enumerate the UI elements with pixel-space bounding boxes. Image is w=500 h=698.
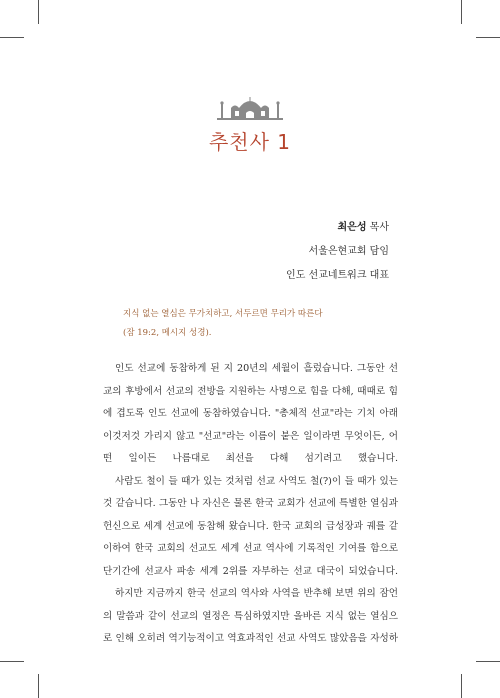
- crop-mark: [476, 37, 500, 38]
- epigraph-source: (잠 19:2, 메시지 성경).: [123, 328, 212, 338]
- page-title: 추천사 1: [208, 130, 292, 154]
- crop-mark: [0, 661, 24, 662]
- author-affiliation: 인도 선교네트워크 대표: [286, 270, 389, 281]
- author-role: 목사: [369, 222, 389, 233]
- epigraph-text: 지식 없는 열심은 무가치하고, 서두르면 무리가 따른다: [123, 309, 323, 319]
- paragraph: 인도 선교에 동참하게 된 지 20년의 세월이 흘렀습니다. 그동안 선교의 후방에서 선교의 전방을 지원하는 사명으로 힘을 다해, 때때로 힘에 겹도록 인도 선교에 동참하였습니다. "총체적 선교"라는 기치 아래 이것저것 가리지 않고 "선교"라는 이름이 붙은 일이라면 무엇이든, 어떤 일이든 나름대로 최선을 다해 섬기려고 했습니다.: [103, 363, 398, 464]
- paragraph: 사람도 철이 들 때가 있는 것처럼 선교 사역도 철(?)이 들 때가 있는 것 같습니다. 그동안 나 자신은 물론 한국 교회가 선교에 특별한 열심과 헌신으로 세계 선교에 동참해 왔습니다. 한국 교회의 급성장과 궤를 같이하여 한국 교회의 선교도 세계 선교 역사에 기록적인 기여를 함으로 단기간에 선교사 파송 세계 2위를 자부하는 선교 대국이 되었습니다.: [103, 475, 398, 577]
- crop-mark: [461, 0, 462, 24]
- taj-mahal-icon: [217, 96, 283, 120]
- crop-mark: [38, 0, 39, 24]
- epigraph: [123, 305, 423, 343]
- body-text: [103, 358, 398, 651]
- crop-mark: [461, 674, 462, 698]
- author-affiliation: 서울은현교회 담임: [308, 246, 389, 257]
- crop-mark: [0, 37, 24, 38]
- paragraph: 하지만 지금까지 한국 선교의 역사와 사역을 반추해 보면 위의 잠언의 말씀과 같이 선교의 열정은 특심하였지만 올바른 지식 없는 열심으로 인해 오히려 역기능적이고 역효과적인 선교 사역도 많았음을 자성하: [103, 588, 398, 644]
- author-name: 최은성: [337, 222, 367, 233]
- author-block: [286, 216, 389, 288]
- crop-mark: [476, 661, 500, 662]
- crop-mark: [38, 674, 39, 698]
- author-name-line: [286, 216, 389, 240]
